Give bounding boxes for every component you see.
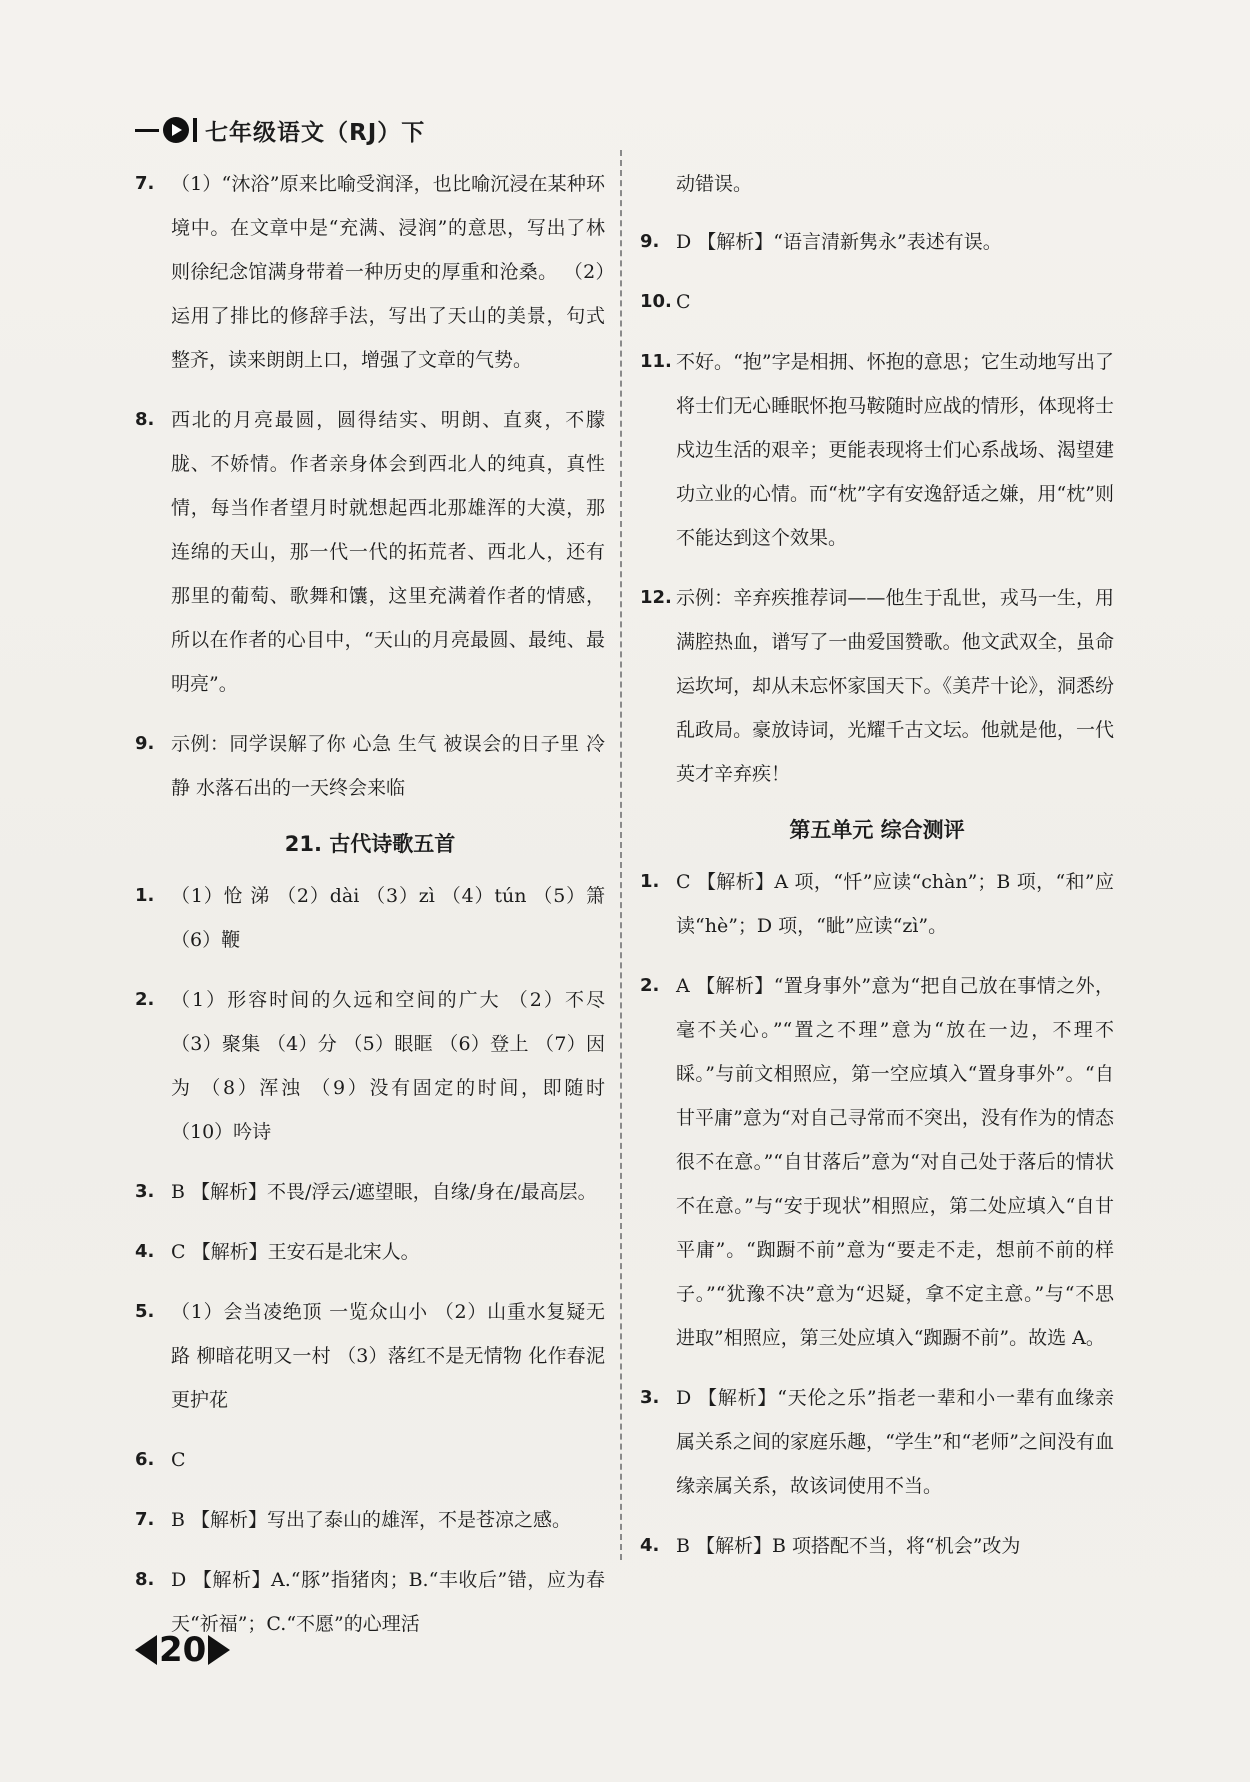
item-number: 12. — [640, 587, 672, 608]
item-text: （1）形容时间的久远和空间的广大 （2）不尽 （3）聚集 （4）分 （5）眼眶 （6）登上 （7）因为 （8）浑浊 （9）没有固定的时间，即随时 （10）吟诗 — [171, 989, 605, 1143]
triangle-right-icon — [208, 1635, 230, 1665]
item-number: 9. — [135, 733, 155, 754]
answer-item — [135, 722, 605, 810]
item-number: 1. — [135, 885, 155, 906]
item-number: 5. — [135, 1301, 155, 1322]
play-logo-icon — [163, 117, 189, 143]
item-text: （1）“沐浴”原来比喻受润泽，也比喻沉浸在某种环境中。在文章中是“充满、浸润”的意思，写出了林则徐纪念馆满身带着一种历史的厚重和沧桑。 （2）运用了排比的修辞手法，写出了天山的美景，句式整齐，读来朗朗上口，增强了文章的气势。 — [171, 173, 605, 371]
item-number: 7. — [135, 1509, 155, 1530]
continued-text: 动错误。 — [676, 173, 753, 195]
section-title: 第五单元 综合测评 — [789, 818, 965, 842]
answer-item — [135, 1438, 605, 1482]
header-rule — [135, 129, 159, 132]
item-text: C — [171, 1449, 186, 1471]
item-text: （1）怆 涕 （2）dài （3）zì （4）tún （5）箫 （6）鞭 — [171, 885, 605, 951]
answer-item — [640, 860, 1114, 948]
item-text: 示例：同学误解了你 心急 生气 被误会的日子里 冷静 水落石出的一天终会来临 — [171, 733, 605, 799]
item-text: C 【解析】王安石是北宋人。 — [171, 1241, 420, 1263]
answer-item — [135, 398, 605, 706]
answer-item — [640, 1524, 1114, 1568]
answer-item — [640, 220, 1114, 264]
answer-item — [135, 874, 605, 962]
answer-item — [135, 1170, 605, 1214]
item-number: 8. — [135, 1569, 155, 1590]
item-number: 2. — [640, 975, 660, 996]
answer-item — [640, 340, 1114, 560]
item-number: 8. — [135, 409, 155, 430]
item-number: 3. — [135, 1181, 155, 1202]
item-text: D 【解析】“语言清新隽永”表述有误。 — [676, 231, 1002, 253]
answer-item — [135, 162, 605, 382]
section-title: 21. 古代诗歌五首 — [284, 832, 456, 856]
item-number: 1. — [640, 871, 660, 892]
page-header — [135, 110, 425, 150]
item-text: 示例：辛弃疾推荐词——他生于乱世，戎马一生，用满腔热血，谱写了一曲爱国赞歌。他文武双全，虽命运坎坷，却从未忘怀家国天下。《美芹十论》，洞悉纷乱政局。豪放诗词，光耀千古文坛。他就是他，一代英才辛弃疾！ — [676, 587, 1114, 785]
answer-item — [135, 1290, 605, 1422]
item-text: C — [676, 291, 691, 313]
answer-item — [135, 978, 605, 1154]
item-text: D 【解析】A.“豚”指猪肉；B.“丰收后”错，应为春天“祈福”；C.“不愿”的心理活 — [171, 1569, 605, 1635]
answer-item — [640, 280, 1114, 324]
item-text: （1）会当凌绝顶 一览众山小 （2）山重水复疑无路 柳暗花明又一村 （3）落红不是无情物 化作春泥更护花 — [171, 1301, 605, 1411]
answer-item — [135, 1230, 605, 1274]
item-text: B 【解析】不畏/浮云/遮望眼，自缘/身在/最高层。 — [171, 1181, 597, 1203]
item-number: 3. — [640, 1387, 660, 1408]
item-number: 10. — [640, 291, 672, 312]
item-number: 6. — [135, 1449, 155, 1470]
header-divider — [193, 118, 197, 142]
item-number: 2. — [135, 989, 155, 1010]
left-column — [135, 162, 605, 1662]
item-number: 4. — [135, 1241, 155, 1262]
triangle-left-icon — [135, 1635, 157, 1665]
page-number: 20 — [159, 1630, 207, 1670]
answer-item — [640, 964, 1114, 1360]
item-number: 7. — [135, 173, 155, 194]
item-text: B 【解析】写出了泰山的雄浑，不是苍凉之感。 — [171, 1509, 572, 1531]
page-title: 七年级语文（RJ）下 — [205, 119, 426, 146]
item-text: A 【解析】“置身事外”意为“把自己放在事情之外，毫不关心。”“置之不理”意为“放在一边，不理不睬。”与前文相照应，第一空应填入“置身事外”。“自甘平庸”意为“对自己寻常而不突出，没有作为的情态很不在意。”“自甘落后”意为“对自己处于落后的情状不在意。”与“安于现状”相照应，第二处应填入“自甘平庸”。“踟蹰不前”意为“要走不走，想前不前的样子。”“犹豫不决”意为“迟疑，拿不定主意。”与“不思进取”相照应，第三处应填入“踟蹰不前”。故选 A。 — [676, 975, 1114, 1349]
right-column — [640, 162, 1114, 1584]
item-text: 西北的月亮最圆，圆得结实、明朗、直爽，不朦胧、不娇情。作者亲身体会到西北人的纯真，真性情，每当作者望月时就想起西北那雄浑的大漠，那连绵的天山，那一代一代的拓荒者、西北人，还有那里的葡萄、歌舞和馕，这里充满着作者的情感，所以在作者的心目中，“天山的月亮最圆、最纯、最明亮”。 — [171, 409, 605, 695]
answer-item — [640, 576, 1114, 796]
item-text: 不好。“抱”字是相拥、怀抱的意思；它生动地写出了将士们无心睡眠怀抱马鞍随时应战的情形，体现将士戍边生活的艰辛；更能表现将士们心系战场、渴望建功立业的心情。而“枕”字有安逸舒适之嫌，用“枕”则不能达到这个效果。 — [676, 351, 1114, 549]
item-number: 9. — [640, 231, 660, 252]
column-divider — [620, 150, 622, 1560]
answer-item — [135, 1498, 605, 1542]
answer-item — [640, 1376, 1114, 1508]
item-number: 4. — [640, 1535, 660, 1556]
page-number-badge — [135, 1626, 230, 1674]
item-text: B 【解析】B 项搭配不当，将“机会”改为 — [676, 1535, 1021, 1557]
item-number: 11. — [640, 351, 672, 372]
item-text: C 【解析】A 项，“忏”应读“chàn”；B 项，“和”应读“hè”；D 项，“眦”应读“zì”。 — [676, 871, 1114, 937]
item-text: D 【解析】“天伦之乐”指老一辈和小一辈有血缘亲属关系之间的家庭乐趣，“学生”和“老师”之间没有血缘亲属关系，故该词使用不当。 — [676, 1387, 1114, 1497]
